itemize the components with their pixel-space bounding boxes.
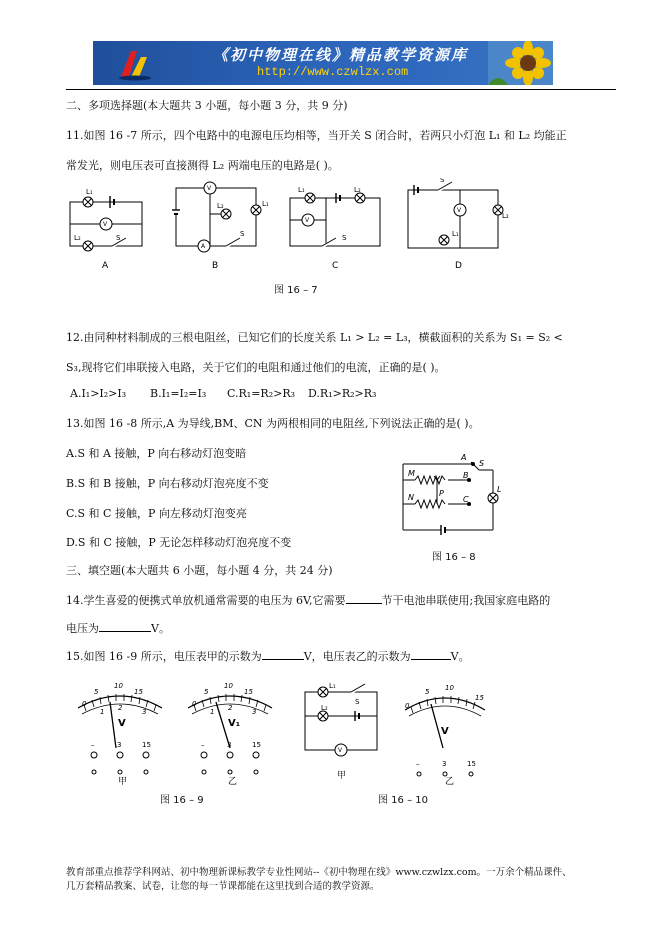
svg-text:L₂: L₂ [217,202,224,210]
q15-blank2[interactable] [411,649,451,660]
figure-16-8 [395,452,505,540]
svg-text:S: S [240,230,245,238]
svg-text:10: 10 [224,682,233,690]
section3-heading: 三、填空题(本大题共 6 小题，每小题 4 分，共 24 分) [66,564,333,577]
q11-line1: 11.如图 16 -7 所示，四个电路中的电源电压均相等，当开关 S 闭合时，若两只小灯泡 L₁ 和 L₂ 均能正 [66,129,567,142]
q13-option-b: B.S 和 B 接触，P 向右移动灯泡亮度不变 [66,477,269,490]
svg-text:15: 15 [142,741,151,749]
svg-text:3: 3 [117,741,122,749]
figure-16-10-caption: 图 16 – 10 [378,795,428,806]
banner-title: 《初中物理在线》精品教学资源库 [213,46,469,64]
svg-text:1: 1 [210,708,215,716]
footer-line1: 教育部重点推荐学科网站、初中物理新课标教学专业性网站--《初中物理在线》www.czwlzx.com。一万余个精品课件、 [66,867,572,878]
q12-option-d: D.R₁>R₂>R₃ [308,387,377,400]
option-label-c: C [332,261,339,271]
meter-unit-jia: V [118,718,126,729]
q13-line1: 13.如图 16 -8 所示,A 为导线,BM、CN 为两根相同的电阻丝,下列说法正确的是( )。 [66,417,480,430]
site-logo-icon [117,47,153,81]
label-jia-10: 甲 [337,771,347,781]
figure-16-9 [70,680,290,785]
svg-text:–: – [201,741,205,749]
svg-text:15: 15 [252,741,261,749]
figure-16-7-caption: 图 16 – 7 [274,285,318,296]
q14-part1: 14.学生喜爱的便携式单放机通常需要的电压为 6V,它需要 [66,594,346,607]
svg-text:15: 15 [244,688,253,696]
svg-text:2: 2 [118,704,123,712]
circuit-c [290,193,380,246]
svg-text:L₂: L₂ [321,704,328,712]
svg-text:S: S [342,234,347,242]
svg-text:L₂: L₂ [354,186,361,194]
label-l: L [497,485,502,494]
circuit-16-10 [305,684,377,756]
q15-part3: V。 [450,650,470,663]
page-footer [66,866,626,894]
svg-text:5: 5 [204,688,209,696]
label-m: M [408,469,415,478]
svg-text:10: 10 [445,684,454,692]
figure-16-7 [60,178,510,273]
meter-unit-16-10: V [441,726,449,737]
svg-text:15: 15 [134,688,143,696]
label-jia-9: 甲 [118,777,128,785]
svg-text:2: 2 [228,704,233,712]
svg-text:S: S [355,698,360,706]
svg-text:0: 0 [405,702,410,710]
q14-blank2[interactable] [99,621,151,632]
banner-url[interactable]: http://www.czwlzx.com [257,65,409,79]
svg-text:15: 15 [467,760,476,768]
q14-blank1[interactable] [346,593,382,604]
section2-heading: 二、多项选择题(本大题共 3 小题，每小题 3 分，共 9 分) [66,99,348,112]
q14-line2 [66,620,170,636]
svg-text:0: 0 [192,700,197,708]
header-banner [93,41,553,85]
svg-text:V: V [207,185,212,192]
sunflower-icon [488,41,553,85]
svg-text:S: S [440,178,445,184]
q12-option-c: C.R₁=R₂>R₃ [227,387,296,400]
label-b: B [463,471,469,480]
svg-text:V: V [305,217,310,224]
q14-line2-part2: V。 [151,622,170,635]
svg-text:L₁: L₁ [329,682,336,690]
q15-blank1[interactable] [262,649,304,660]
q14-line1 [66,592,550,608]
q15-part1: 15.如图 16 -9 所示，电压表甲的示数为 [66,650,262,663]
meter-unit-yi: V₁ [228,718,241,729]
label-p: P [439,489,444,498]
svg-text:1: 1 [100,708,105,716]
circuit-d [408,182,503,248]
svg-text:V: V [457,207,462,214]
label-s: S [479,459,485,468]
header-rule [66,89,616,90]
figure-16-10 [295,682,505,785]
svg-text:L₂: L₂ [502,212,509,220]
svg-text:0: 0 [82,700,87,708]
option-label-a: A [102,261,109,271]
option-label-d: D [455,261,462,271]
svg-text:L₁: L₁ [452,230,459,238]
q15-part2: V，电压表乙的示数为 [303,650,411,663]
q15-line1 [66,648,470,664]
svg-text:L₁: L₁ [262,200,269,208]
q12-line2: S₃,现将它们串联接入电路，关于它们的电阻和通过他们的电流，正确的是( )。 [66,361,446,374]
q13-option-a: A.S 和 A 接触，P 向右移动灯泡变暗 [66,447,247,460]
svg-text:3: 3 [142,708,147,716]
figure-16-8-caption: 图 16 – 8 [432,552,476,563]
svg-text:5: 5 [94,688,99,696]
svg-text:3: 3 [252,708,257,716]
svg-text:V: V [338,747,343,754]
q13-option-d: D.S 和 C 接触，P 无论怎样移动灯泡亮度不变 [66,536,292,549]
svg-text:L₁: L₁ [298,186,305,194]
svg-text:15: 15 [475,694,484,702]
svg-text:–: – [91,741,95,749]
svg-text:A: A [201,243,206,250]
q12-line1: 12.由同种材料制成的三根电阻丝，已知它们的长度关系 L₁ > L₂ = L₃，横截面积的关系为 S₁ = S₂ < [66,331,563,344]
svg-text:–: – [416,760,420,768]
q11-line2: 常发光，则电压表可直接测得 L₂ 两端电压的电路是( )。 [66,159,339,172]
q12-option-a: A.I₁>I₂>I₃ [70,387,127,400]
q13-option-c: C.S 和 C 接触，P 向左移动灯泡变亮 [66,507,247,520]
q12-option-b: B.I₁=I₂=I₃ [150,387,207,400]
option-label-b: B [212,261,219,271]
figure-16-9-caption: 图 16 – 9 [160,795,204,806]
label-yi-9: 乙 [228,777,238,785]
svg-text:3: 3 [442,760,447,768]
label-c: C [463,495,469,504]
label-a: A [461,453,467,462]
footer-line2: 几万套精品教案、试卷，让您的每一节课都能在这里找到合适的教学资源。 [66,881,380,892]
q14-line2-part1: 电压为 [66,622,99,635]
q14-part2: 节干电池串联使用;我国家庭电路的 [381,594,551,607]
label-n: N [408,493,414,502]
circuit-b [172,182,261,252]
svg-text:3: 3 [227,741,232,749]
svg-text:S: S [116,234,121,242]
label-yi-10: 乙 [445,777,455,785]
svg-text:L₂: L₂ [74,234,81,242]
svg-text:L₁: L₁ [86,188,93,196]
svg-text:5: 5 [425,688,430,696]
svg-text:10: 10 [114,682,123,690]
svg-text:V: V [103,221,108,228]
